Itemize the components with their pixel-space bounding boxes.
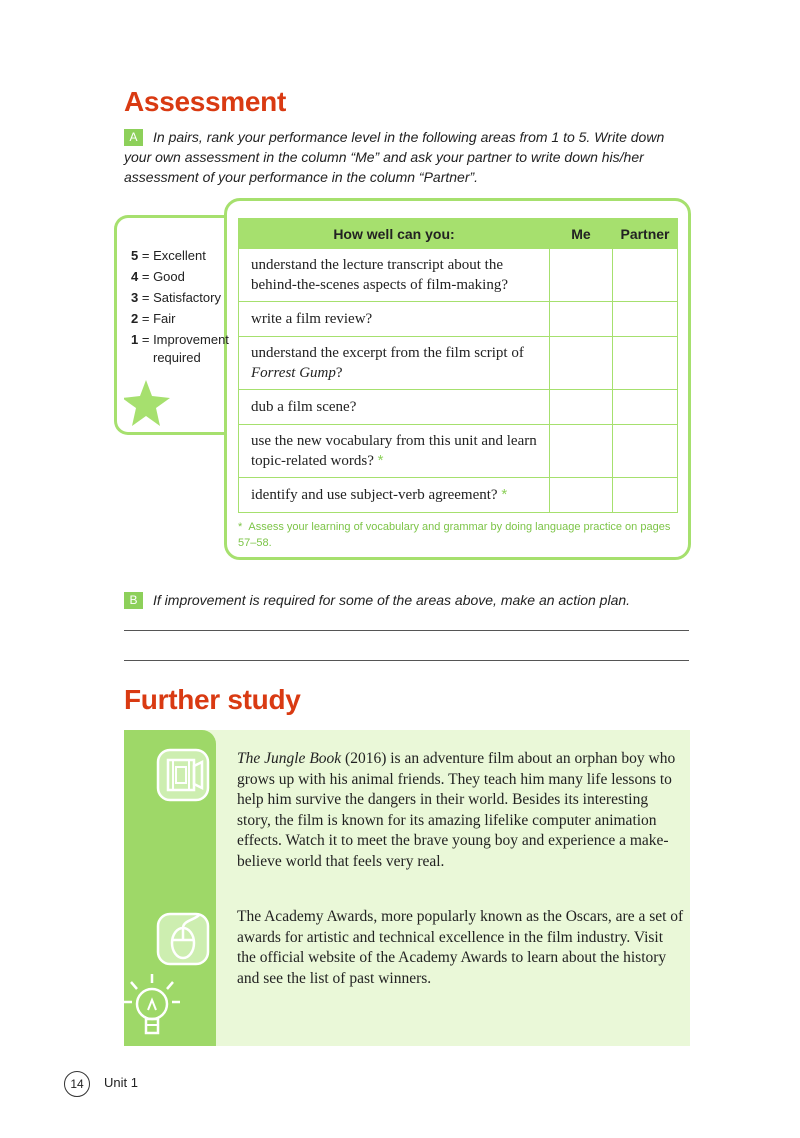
unit-label: Unit 1 (104, 1075, 138, 1090)
partner-cell[interactable] (613, 249, 678, 302)
skill-cell: understand the excerpt from the film script of Forrest Gump? (239, 337, 550, 390)
instruction-b (124, 590, 692, 610)
me-cell[interactable] (550, 302, 613, 337)
jungle-book-paragraph: The Jungle Book (2016) is an adventure film about an orphan boy who grows up with his animal friends. They teach him many life lessons to help him survive the dangers in their world. Besides its interesting story, the film is known for its amazing lifelike computer animation effects. Watch it to meet the brave young boy and experience a make-believe world that feels very real. (237, 750, 676, 870)
instruction-a-text: In pairs, rank your performance level in the following areas from 1 to 5. Write down your own assessment in the column “Me” and ask your partner to write down his/her assessment of your performance in the column “Partner”. (124, 129, 665, 185)
me-cell[interactable] (550, 337, 613, 390)
jungle-book-title: The Jungle Book (237, 750, 342, 767)
rating-legend (131, 245, 229, 366)
skill-cell: use the new vocabulary from this unit and learn topic-related words? * (239, 425, 550, 478)
partner-cell[interactable] (613, 425, 678, 478)
table-row (239, 390, 678, 425)
partner-cell[interactable] (613, 337, 678, 390)
header-partner: Partner (613, 219, 678, 249)
partner-cell[interactable] (613, 302, 678, 337)
instruction-a (124, 127, 692, 187)
legend-item-4: 4 = Good (131, 269, 185, 284)
header-skill: How well can you: (239, 219, 550, 249)
me-cell[interactable] (550, 425, 613, 478)
film-icon (156, 748, 212, 804)
skill-cell: write a film review? (239, 302, 550, 337)
table-header-row (239, 219, 678, 249)
assessment-heading: Assessment (124, 86, 286, 117)
legend-item-3: 3 = Satisfactory (131, 290, 221, 305)
instruction-b-text: If improvement is required for some of the areas above, make an action plan. (153, 592, 631, 608)
writing-line-2[interactable] (124, 660, 689, 661)
me-cell[interactable] (550, 249, 613, 302)
legend-item-1: 1 = Improvement (131, 332, 229, 347)
skill-cell: dub a film scene? (239, 390, 550, 425)
footnote: * Assess your learning of vocabulary and grammar by doing language practice on pages 57–58. (238, 521, 671, 549)
legend-item-5: 5 = Excellent (131, 248, 206, 263)
mouse-icon (156, 910, 212, 966)
me-cell[interactable] (550, 390, 613, 425)
table-row (239, 337, 678, 390)
legend-item-2: 2 = Fair (131, 311, 176, 326)
badge-b: B (124, 592, 143, 609)
partner-cell[interactable] (613, 390, 678, 425)
academy-awards-paragraph: The Academy Awards, more popularly known as the Oscars, are a set of awards for artistic and technical excellence in the film industry. Visit the official website of the Academy Awards to learn about the history and see the list of past winners. (237, 908, 684, 987)
table-row (239, 302, 678, 337)
table-row (239, 425, 678, 478)
partner-cell[interactable] (613, 478, 678, 513)
badge-a: A (124, 129, 143, 146)
star-icon (124, 378, 176, 428)
table-row (239, 249, 678, 302)
assessment-table (238, 218, 678, 513)
writing-line-1[interactable] (124, 630, 689, 631)
further-study-heading: Further study (124, 684, 301, 715)
me-cell[interactable] (550, 478, 613, 513)
legend-item-1-cont: required (153, 350, 201, 365)
skill-cell: identify and use subject-verb agreement? * (239, 478, 550, 513)
header-me: Me (550, 219, 613, 249)
lightbulb-icon (122, 970, 186, 1044)
table-row (239, 478, 678, 513)
page-number: 14 (64, 1071, 90, 1097)
skill-cell: understand the lecture transcript about the behind-the-scenes aspects of film-making? (239, 249, 550, 302)
